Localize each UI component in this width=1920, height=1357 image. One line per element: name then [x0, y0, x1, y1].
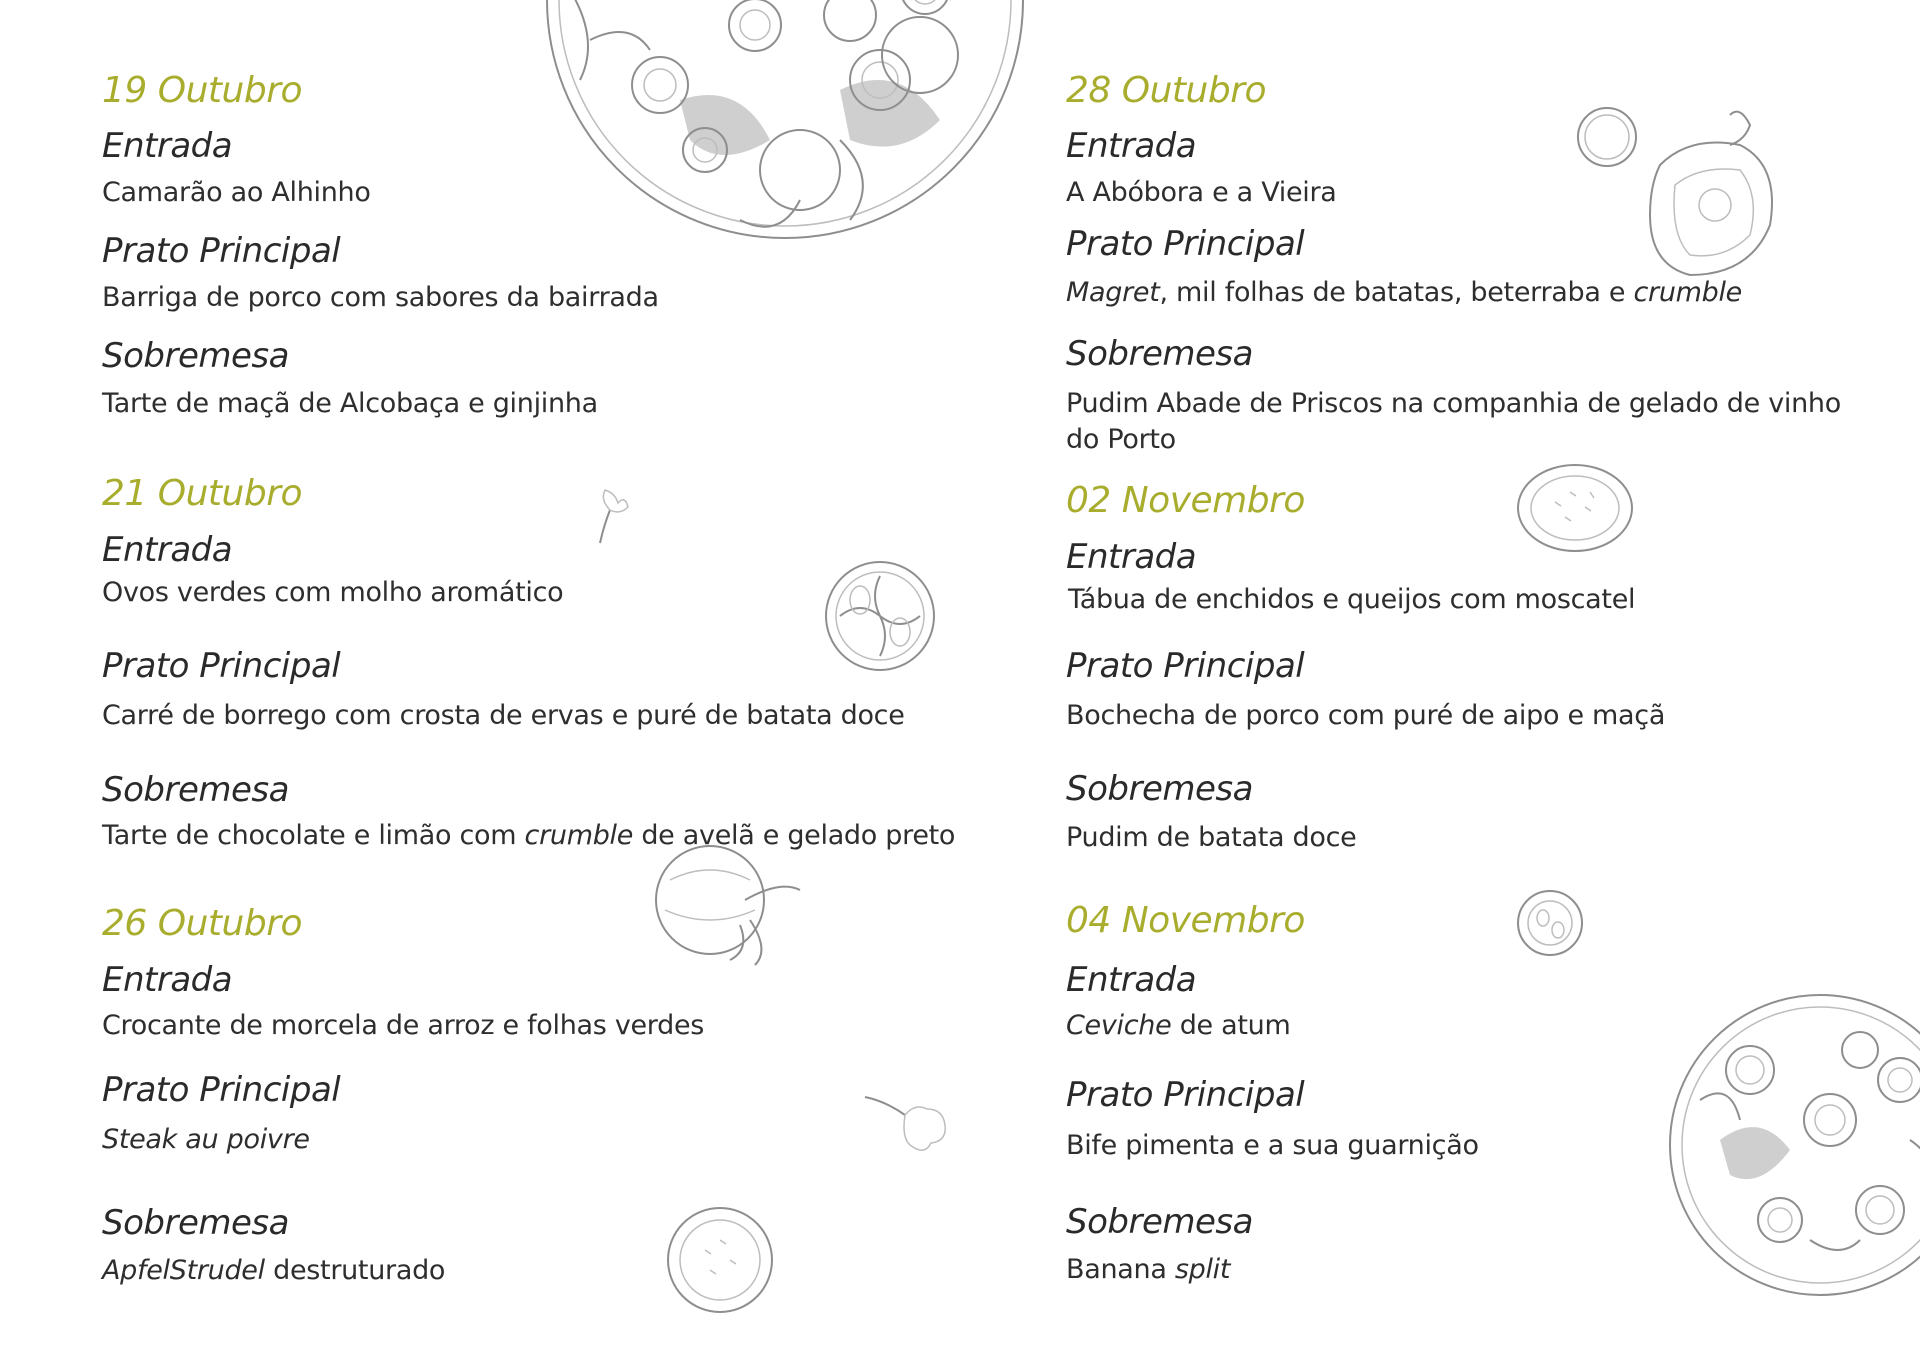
cucumber-slice-illustration [1575, 105, 1639, 169]
sobremesa-label: Sobremesa [1066, 334, 1253, 374]
prato-principal-dish: Carré de borrego com crosta de ervas e puré de batata doce [102, 700, 905, 731]
sobremesa-text-italic: split [1174, 1254, 1231, 1285]
sobremesa-text: destruturado [264, 1255, 446, 1286]
sobremesa-label: Sobremesa [102, 336, 289, 376]
menu-date: 04 Novembro [1066, 900, 1305, 941]
salad-bowl-illustration [1660, 990, 1920, 1300]
prato-principal-dish [1066, 275, 1742, 311]
entrada-dish [1066, 1008, 1290, 1044]
tomato-illustration [650, 840, 810, 970]
sobremesa-label: Sobremesa [102, 770, 289, 810]
cucumber-slice-illustration [1515, 462, 1635, 554]
sobremesa-dish [102, 818, 955, 854]
entrada-dish: Tábua de enchidos e queijos com moscatel [1068, 584, 1636, 615]
entrada-dish: Camarão ao Alhinho [102, 177, 371, 208]
menu-date: 28 Outubro [1066, 70, 1267, 111]
entrada-label: Entrada [102, 530, 233, 570]
menu-date: 02 Novembro [1066, 480, 1305, 521]
sobremesa-dish [1066, 1252, 1230, 1288]
entrada-label: Entrada [1066, 960, 1197, 1000]
prato-principal-label: Prato Principal [102, 231, 341, 271]
prato-principal-label: Prato Principal [102, 1070, 341, 1110]
sobremesa-text: Banana [1066, 1254, 1175, 1285]
prato-principal-label: Prato Principal [102, 646, 341, 686]
entrada-text: de atum [1171, 1010, 1291, 1041]
tomato-half-illustration [1513, 888, 1587, 958]
sobremesa-text: Tarte de chocolate e limão com [102, 820, 525, 851]
herb-illustration [590, 485, 630, 545]
entrada-label: Entrada [1066, 126, 1197, 166]
herb-illustration [865, 1095, 950, 1157]
entrada-dish: Crocante de morcela de arroz e folhas verdes [102, 1010, 705, 1041]
principal-text-italic: crumble [1633, 277, 1742, 308]
entrada-label: Entrada [102, 126, 233, 166]
prato-principal-label: Prato Principal [1066, 224, 1305, 264]
principal-text: , mil folhas de batatas, beterraba e [1159, 277, 1634, 308]
sobremesa-dish [102, 1253, 445, 1289]
entrada-dish: A Abóbora e a Vieira [1066, 177, 1337, 208]
prato-principal-label: Prato Principal [1066, 646, 1305, 686]
sobremesa-text: de avelã e gelado preto [633, 820, 956, 851]
prato-principal-label: Prato Principal [1066, 1075, 1305, 1115]
sobremesa-dish: Pudim Abade de Priscos na companhia de gelado de vinho do Porto [1066, 388, 1841, 455]
prato-principal-dish: Barriga de porco com sabores da bairrada [102, 282, 659, 313]
prato-principal-dish: Bife pimenta e a sua guarnição [1066, 1130, 1479, 1161]
entrada-label: Entrada [102, 960, 233, 1000]
entrada-dish: Ovos verdes com molho aromático [102, 577, 564, 608]
sobremesa-dish: Pudim de batata doce [1066, 822, 1357, 853]
principal-text-italic: Magret [1066, 277, 1160, 308]
cucumber-slice-illustration [665, 1205, 775, 1315]
sobremesa-label: Sobremesa [102, 1203, 289, 1243]
pepper-illustration [1630, 105, 1790, 285]
tomato-half-illustration [820, 560, 940, 672]
menu-date: 21 Outubro [102, 473, 303, 514]
sobremesa-text-italic: ApfelStrudel [102, 1255, 265, 1286]
prato-principal-dish: Bochecha de porco com puré de aipo e maçã [1066, 700, 1666, 731]
entrada-text-italic: Ceviche [1066, 1010, 1172, 1041]
prato-principal-dish: Steak au poivre [102, 1124, 310, 1155]
menu-date: 26 Outubro [102, 903, 303, 944]
sobremesa-text-italic: crumble [524, 820, 634, 851]
entrada-label: Entrada [1066, 537, 1197, 577]
sobremesa-label: Sobremesa [1066, 769, 1253, 809]
menu-date: 19 Outubro [102, 70, 303, 111]
sobremesa-dish: Tarte de maçã de Alcobaça e ginjinha [102, 388, 598, 419]
sobremesa-label: Sobremesa [1066, 1202, 1253, 1242]
